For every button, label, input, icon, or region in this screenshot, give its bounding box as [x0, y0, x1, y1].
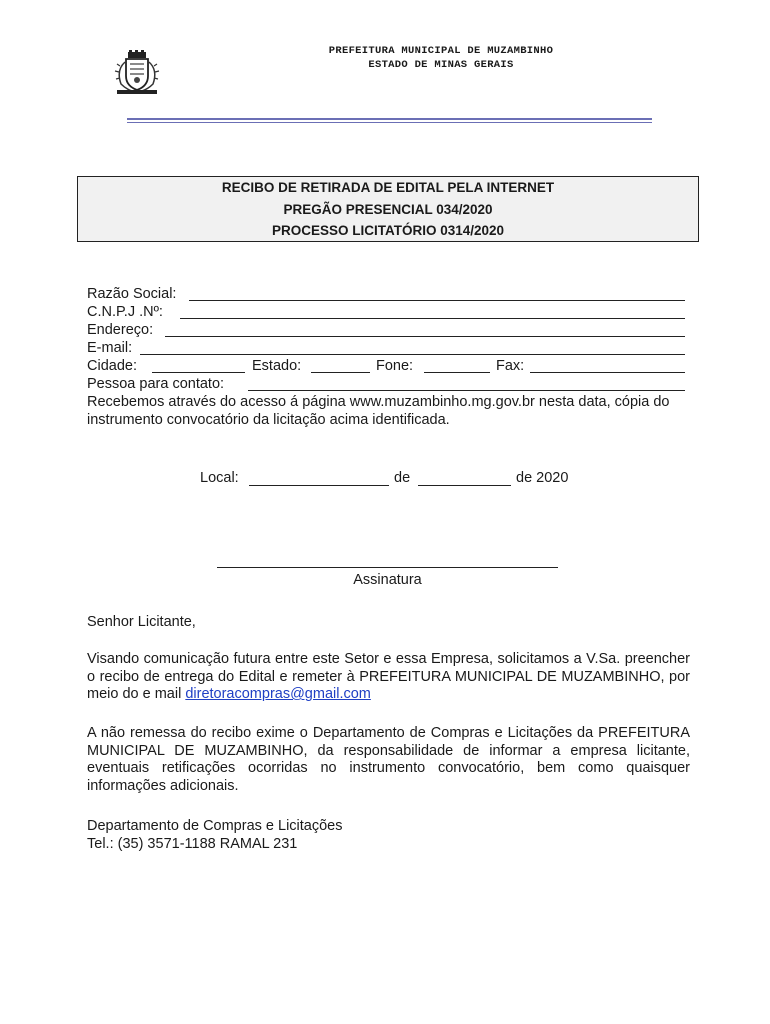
pessoa-contato-field[interactable] — [248, 390, 685, 391]
email-field[interactable] — [140, 354, 685, 355]
cidade-label: Cidade: — [87, 358, 137, 374]
cidade-field[interactable] — [152, 372, 245, 373]
declaration-text: Recebemos através do acesso á página www.muzambinho.mg.gov.br nesta data, cópia do instrumento convocatório da licitação acima identificada. — [87, 394, 670, 428]
paragraph-1-text: Visando comunicação futura entre este Setor e essa Empresa, solicitamos a V.Sa. preencher o recibo de entrega do Edital e remeter à PREFEITURA MUNICIPAL DE MUZAMBINHO, por meio do e mail — [87, 651, 690, 702]
de-2020-label: de 2020 — [516, 470, 569, 486]
date-day-month-field[interactable] — [418, 485, 511, 486]
greeting: Senhor Licitante, — [87, 614, 196, 630]
local-label: Local: — [200, 470, 239, 486]
estado-label: Estado: — [252, 358, 302, 374]
endereco-label: Endereço: — [87, 322, 154, 338]
signature-line[interactable] — [217, 567, 558, 568]
fone-label: Fone: — [376, 358, 414, 374]
local-field[interactable] — [249, 485, 389, 486]
endereco-field[interactable] — [165, 336, 685, 337]
header-rule-thin — [127, 122, 652, 123]
header-line-2: ESTADO DE MINAS GERAIS — [368, 59, 514, 71]
department-name: Departamento de Compras e Licitações — [87, 818, 343, 834]
department-phone: Tel.: (35) 3571-1188 RAMAL 231 — [87, 836, 298, 852]
title-line-1: RECIBO DE RETIRADA DE EDITAL PELA INTERNET — [221, 180, 555, 195]
estado-field[interactable] — [311, 372, 370, 373]
fax-label: Fax: — [496, 358, 525, 374]
contact-email-link[interactable]: diretoracompras@gmail.com — [185, 686, 371, 702]
razao-social-field[interactable] — [189, 300, 685, 301]
title-line-2: PREGÃO PRESENCIAL 034/2020 — [283, 202, 493, 217]
header-line-1: PREFEITURA MUNICIPAL DE MUZAMBINHO — [328, 45, 554, 57]
cnpj-field[interactable] — [180, 318, 685, 319]
header-rule — [127, 118, 652, 120]
title-box — [77, 176, 699, 242]
paragraph-2: A não remessa do recibo exime o Departamento de Compras e Licitações da PREFEITURA MUNICIPAL DE MUZAMBINHO, da responsabilidade de informar a empresa licitante, eventuais retificações ocorridas no instrumento convocatório, bem como quaisquer informações adicionais. — [87, 725, 690, 794]
razao-social-label: Razão Social: — [87, 286, 177, 302]
paragraph-1 — [87, 651, 690, 704]
pessoa-contato-label: Pessoa para contato: — [87, 376, 225, 392]
email-label: E-mail: — [87, 340, 133, 356]
fone-field[interactable] — [424, 372, 490, 373]
signature-label: Assinatura — [353, 572, 422, 588]
de-label-1: de — [394, 470, 411, 486]
title-line-3: PROCESSO LICITATÓRIO 0314/2020 — [271, 223, 505, 238]
fax-field[interactable] — [530, 372, 685, 373]
cnpj-label: C.N.P.J .Nº: — [87, 304, 163, 320]
